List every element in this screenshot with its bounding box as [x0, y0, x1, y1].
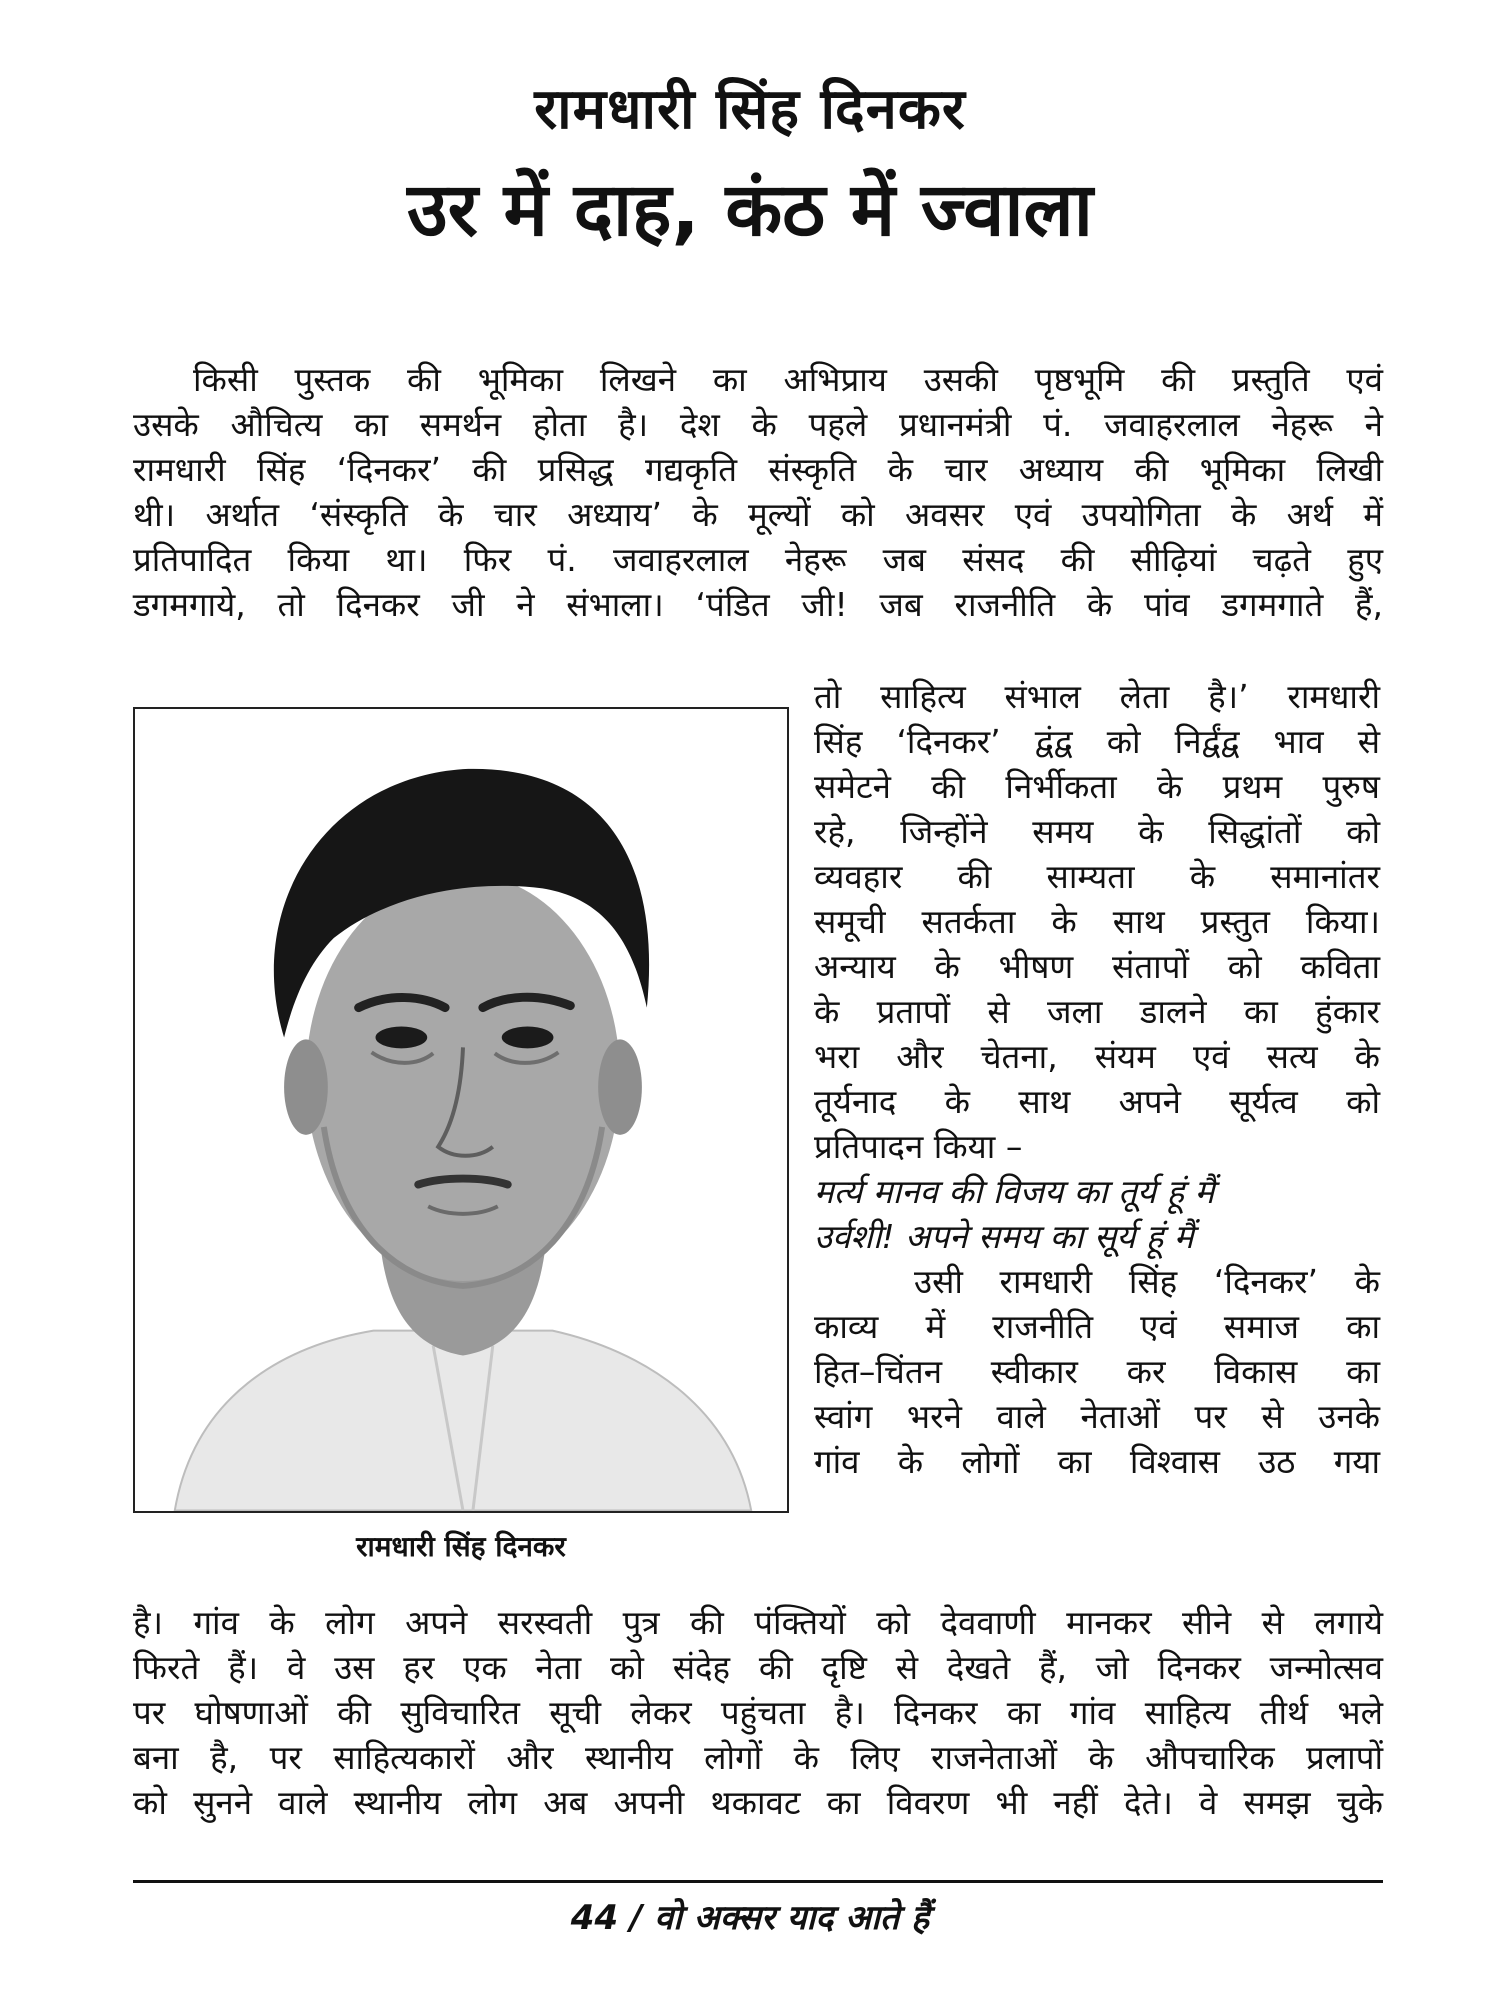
text-line: अन्याय के भीषण संतापों को कविता — [814, 947, 1380, 986]
text-line: प्रतिपादित किया था। फिर पं. जवाहरलाल नेहरू जब संसद की सीढ़ियां चढ़ते हुए — [133, 540, 1383, 579]
text-line: समेटने की निर्भीकता के प्रथम पुरुष — [814, 767, 1380, 806]
text-line: रहे, जिन्होंने समय के सिद्धांतों को — [814, 812, 1380, 851]
text-line: सिंह ‘दिनकर’ द्वंद्व को निर्द्वंद्व भाव से — [814, 722, 1380, 761]
author-heading: रामधारी सिंह दिनकर — [534, 77, 966, 142]
text-line: गांव के लोगों का विश्वास उठ गया — [814, 1442, 1380, 1481]
paragraph-intro — [133, 357, 1383, 627]
text-line: बना है, पर साहित्यकारों और स्थानीय लोगों के लिए राजनेताओं के औपचारिक प्रलापों — [133, 1738, 1383, 1777]
text-line: तो साहित्य संभाल लेता है।’ रामधारी — [814, 677, 1380, 716]
text-line: तूर्यनाद के साथ अपने सूर्यत्व को — [814, 1082, 1380, 1121]
poem-line: मर्त्य मानव की विजय का तूर्य हूं मैं — [814, 1172, 1215, 1211]
text-line: किसी पुस्तक की भूमिका लिखने का अभिप्राय उसकी पृष्ठभूमि की प्रस्तुति एवं — [193, 360, 1383, 399]
text-line: फिरते हैं। वे उस हर एक नेता को संदेह की दृष्टि से देखते हैं, जो दिनकर जन्मोत्सव — [133, 1648, 1383, 1687]
side-column-text — [814, 674, 1380, 1484]
text-line: के प्रतापों से जला डालने का हुंकार — [814, 992, 1380, 1031]
text-line: समूची सतर्कता के साथ प्रस्तुत किया। — [814, 902, 1380, 941]
portrait-image — [135, 709, 787, 1511]
portrait-caption: रामधारी सिंह दिनकर — [356, 1530, 566, 1563]
text-line: है। गांव के लोग अपने सरस्वती पुत्र की पंक्तियों को देववाणी मानकर सीने से लगाये — [133, 1603, 1383, 1642]
text-line: काव्य में राजनीति एवं समाज का — [814, 1307, 1380, 1346]
text-line: डगमगाये, तो दिनकर जी ने संभाला। ‘पंडित जी! जब राजनीति के पांव डगमगाते हैं, — [133, 585, 1383, 624]
poem-line: उर्वशी! अपने समय का सूर्य हूं मैं — [814, 1217, 1194, 1256]
text-line: उसके औचित्य का समर्थन होता है। देश के पहले प्रधानमंत्री पं. जवाहरलाल नेहरू ने — [133, 405, 1383, 444]
text-line: पर घोषणाओं की सुविचारित सूची लेकर पहुंचता है। दिनकर का गांव साहित्य तीर्थ भले — [133, 1693, 1383, 1732]
text-line: रामधारी सिंह ‘दिनकर’ की प्रसिद्ध गद्यकृति संस्कृति के चार अध्याय की भूमिका लिखी — [133, 450, 1383, 489]
text-line: उसी रामधारी सिंह ‘दिनकर’ के — [914, 1262, 1380, 1301]
text-line: स्वांग भरने वाले नेताओं पर से उनके — [814, 1397, 1380, 1436]
page-title: उर में दाह, कंठ में ज्वाला — [407, 167, 1093, 253]
page-footer: 44 / वो अक्सर याद आते हैं — [570, 1898, 930, 1938]
text-line: को सुनने वाले स्थानीय लोग अब अपनी थकावट का विवरण भी नहीं देते। वे समझ चुके — [133, 1783, 1383, 1822]
text-line: प्रतिपादन किया – — [814, 1127, 1023, 1166]
paragraph-continued — [133, 1600, 1383, 1825]
text-line: व्यवहार की साम्यता के समानांतर — [814, 857, 1380, 896]
text-line: थी। अर्थात ‘संस्कृति के चार अध्याय’ के मूल्यों को अवसर एवं उपयोगिता के अर्थ में — [133, 495, 1383, 534]
footer-divider — [133, 1880, 1383, 1883]
author-portrait — [133, 707, 789, 1513]
text-line: भरा और चेतना, संयम एवं सत्य के — [814, 1037, 1380, 1076]
text-line: हित–चिंतन स्वीकार कर विकास का — [814, 1352, 1380, 1391]
